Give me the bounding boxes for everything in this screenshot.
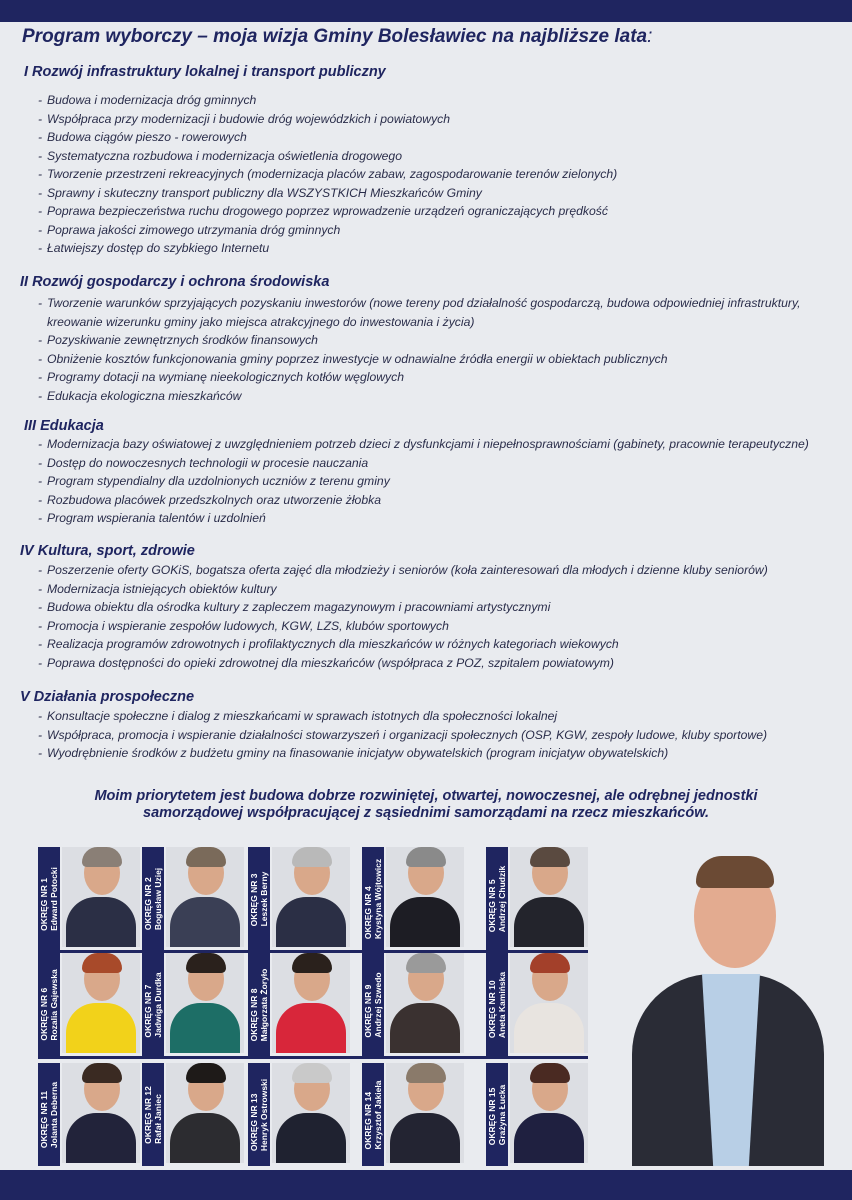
district-tag: OKRĘG NR 6 Rozalia Gajewska [38, 953, 60, 1056]
district-tag: OKRĘG NR 14 Krzysztof Jakieła [362, 1063, 384, 1166]
candidate-card [248, 847, 350, 950]
candidate-photo [166, 1063, 244, 1163]
candidate-photo [62, 1063, 140, 1163]
list-item: - Sprawny i skuteczny transport publiczny dla WSZYSTKICH Mieszkańców Gminy [38, 185, 482, 200]
candidate-card [486, 953, 588, 1056]
candidate-photo [272, 953, 350, 1053]
candidate-photo [166, 847, 244, 947]
candidate-card [38, 953, 140, 1056]
section-heading: IV Kultura, sport, zdrowie [20, 543, 195, 559]
list-item: - Programy dotacji na wymianę nieekologicznych kotłów węglowych [38, 370, 404, 384]
section-2 [0, 274, 852, 405]
candidate-photo [272, 1063, 350, 1163]
district-tag: OKRĘG NR 8 Małgorzata Żoryło [248, 953, 270, 1056]
candidate-photo [62, 847, 140, 947]
list-item: - Edukacja ekologiczna mieszkańców [38, 388, 242, 403]
list-item: - Rozbudowa placówek przedszkolnych oraz utworzenie żłobka [38, 492, 381, 507]
candidate-card [142, 953, 244, 1056]
candidate-card [362, 847, 464, 950]
district-tag: OKRĘG NR 11 Jolanta Deberna [38, 1063, 60, 1166]
list-item: - Współpraca przy modernizacji i budowie dróg wojewódzkich i powiatowych [38, 111, 451, 126]
candidate-card [248, 953, 350, 1056]
candidate-card [486, 1063, 588, 1166]
list-item: - Tworzenie warunków sprzyjających pozyskaniu inwestorów (nowe tereny pod działalność gospodarczą, budowa odpowiedniej infrastruktury, kreowanie wizerunku gminy jako miejsca atrakcyjnego do inwestowania i życia) [38, 296, 801, 329]
list-item: - Budowa ciągów pieszo - rowerowych [38, 130, 247, 144]
candidate-photo [510, 847, 588, 947]
list-item: - Poszerzenie oferty GOKiS, bogatsza oferta zajęć dla młodzieży i seniorów (koła zainteresowań dla młodych i dzienne kluby seniorów) [38, 563, 768, 577]
district-tag: OKRĘG NR 13 Henryk Ostrowski [248, 1063, 270, 1166]
section-3 [0, 418, 852, 528]
candidate-card [486, 847, 588, 950]
list-item: - Realizacja programów zdrowotnych i profilaktycznych dla mieszkańców w różnych kategoriach wiekowych [38, 637, 619, 651]
list-item: - Budowa obiektu dla ośrodka kultury z zapleczem magazynowym i pracowniami artystycznymi [38, 600, 551, 614]
candidate-photo [62, 953, 140, 1053]
list-item: - Obniżenie kosztów funkcjonowania gminy poprzez inwestycje w odnawialne źródła energii w obiektach publicznych [38, 351, 668, 366]
list-item: - Tworzenie przestrzeni rekreacyjnych (modernizacja placów zabaw, zagospodarowanie terenów zielonych) [38, 167, 618, 181]
list-item: - Pozyskiwanie zewnętrznych środków finansowych [38, 333, 318, 347]
list-item: - Modernizacja istniejących obiektów kultury [38, 581, 277, 596]
list-item: - Dostęp do nowoczesnych technologii w procesie nauczania [38, 455, 369, 470]
candidate-card [248, 1063, 350, 1166]
candidate-card [38, 847, 140, 950]
top-bar [0, 0, 852, 22]
section-heading: V Działania prospołeczne [20, 689, 195, 705]
candidate-photo [510, 1063, 588, 1163]
row-divider [38, 1056, 588, 1059]
main-candidate-photo [632, 856, 824, 1166]
list-item: - Wyodrębnienie środków z budżetu gminy na finasowanie inicjatyw obywatelskich (program inicjatyw obywatelskich) [38, 746, 669, 760]
list-item: - Poprawa bezpieczeństwa ruchu drogowego poprzez wprowadzenie urządzeń ograniczających prędkość [38, 204, 608, 218]
list-item: - Budowa i modernizacja dróg gminnych [38, 93, 257, 107]
candidates-row [38, 953, 588, 1059]
district-tag: OKRĘG NR 2 Bogusław Uziej [142, 847, 164, 950]
list-item: - Poprawa dostępności do opieki zdrowotnej dla mieszkańców (współpraca z POZ, szpitalem powiatowym) [38, 655, 614, 670]
candidates-row [38, 1063, 588, 1169]
section-5 [0, 689, 852, 763]
list-item: - Modernizacja bazy oświatowej z uwzględnieniem potrzeb dzieci z dysfunkcjami i niepełnosprawnościami (gabinety, pracownie terapeutyczne) [38, 437, 809, 451]
page-title: Program wyborczy – moja wizja Gminy Bolesławiec na najbliższe lata: [22, 26, 653, 47]
candidate-photo [166, 953, 244, 1053]
list-item: - Współpraca, promocja i wspieranie działalności stowarzyszeń i organizacji społecznych (OSP, KGW, zespoły ludowe, kluby sportowe) [38, 727, 768, 742]
candidate-card [362, 1063, 464, 1166]
candidate-photo [386, 1063, 464, 1163]
district-tag: OKRĘG NR 5 Andrzej Chudzik [486, 847, 508, 950]
district-tag: OKRĘG NR 3 Leszek Berny [248, 847, 270, 950]
candidates-row [38, 847, 588, 953]
list-item: - Łatwiejszy dostęp do szybkiego Internetu [38, 241, 270, 255]
candidate-photo [386, 847, 464, 947]
list-item: - Systematyczna rozbudowa i modernizacja oświetlenia drogowego [38, 148, 402, 163]
list-item: - Poprawa jakości zimowego utrzymania dróg gminnych [38, 222, 341, 237]
district-tag: OKRĘG NR 1 Edward Potocki [38, 847, 60, 950]
section-heading: I Rozwój infrastruktury lokalnej i transport publiczny [24, 64, 386, 80]
priority-statement: Moim priorytetem jest budowa dobrze rozwiniętej, otwartej, nowoczesnej, ale odrębnej jednostki samorządowej współpracującej z sąsiednimi samorządami na rzecz mieszkańców. [94, 788, 758, 821]
section-heading: II Rozwój gospodarczy i ochrona środowiska [20, 274, 330, 290]
list-item: - Konsultacje społeczne i dialog z mieszkańcami w sprawach istotnych dla społeczności lokalnej [38, 709, 558, 723]
candidate-card [142, 1063, 244, 1166]
list-item: - Program stypendialny dla uzdolnionych uczniów z terenu gminy [38, 474, 390, 488]
candidate-photo [272, 847, 350, 947]
candidate-card [142, 847, 244, 950]
section-1 [0, 64, 852, 258]
district-tag: OKRĘG NR 4 Krystyna Wójtowicz [362, 847, 384, 950]
district-tag: OKRĘG NR 15 Grażyna Łucka [486, 1063, 508, 1166]
district-tag: OKRĘG NR 10 Aneta Kamińska [486, 953, 508, 1056]
candidate-photo [386, 953, 464, 1053]
bottom-bar [0, 1170, 852, 1200]
district-tag: OKRĘG NR 12 Rafał Janiec [142, 1063, 164, 1166]
section-4 [0, 543, 852, 672]
district-tag: OKRĘG NR 7 Jadwiga Durdka [142, 953, 164, 1056]
district-tag: OKRĘG NR 9 Andrzej Szwedo [362, 953, 384, 1056]
list-item: - Program wspierania talentów i uzdolnień [38, 511, 266, 525]
candidate-card [362, 953, 464, 1056]
candidate-photo [510, 953, 588, 1053]
candidate-card [38, 1063, 140, 1166]
list-item: - Promocja i wspieranie zespołów ludowych, KGW, LZS, klubów sportowych [38, 618, 449, 633]
section-heading: III Edukacja [24, 418, 104, 434]
